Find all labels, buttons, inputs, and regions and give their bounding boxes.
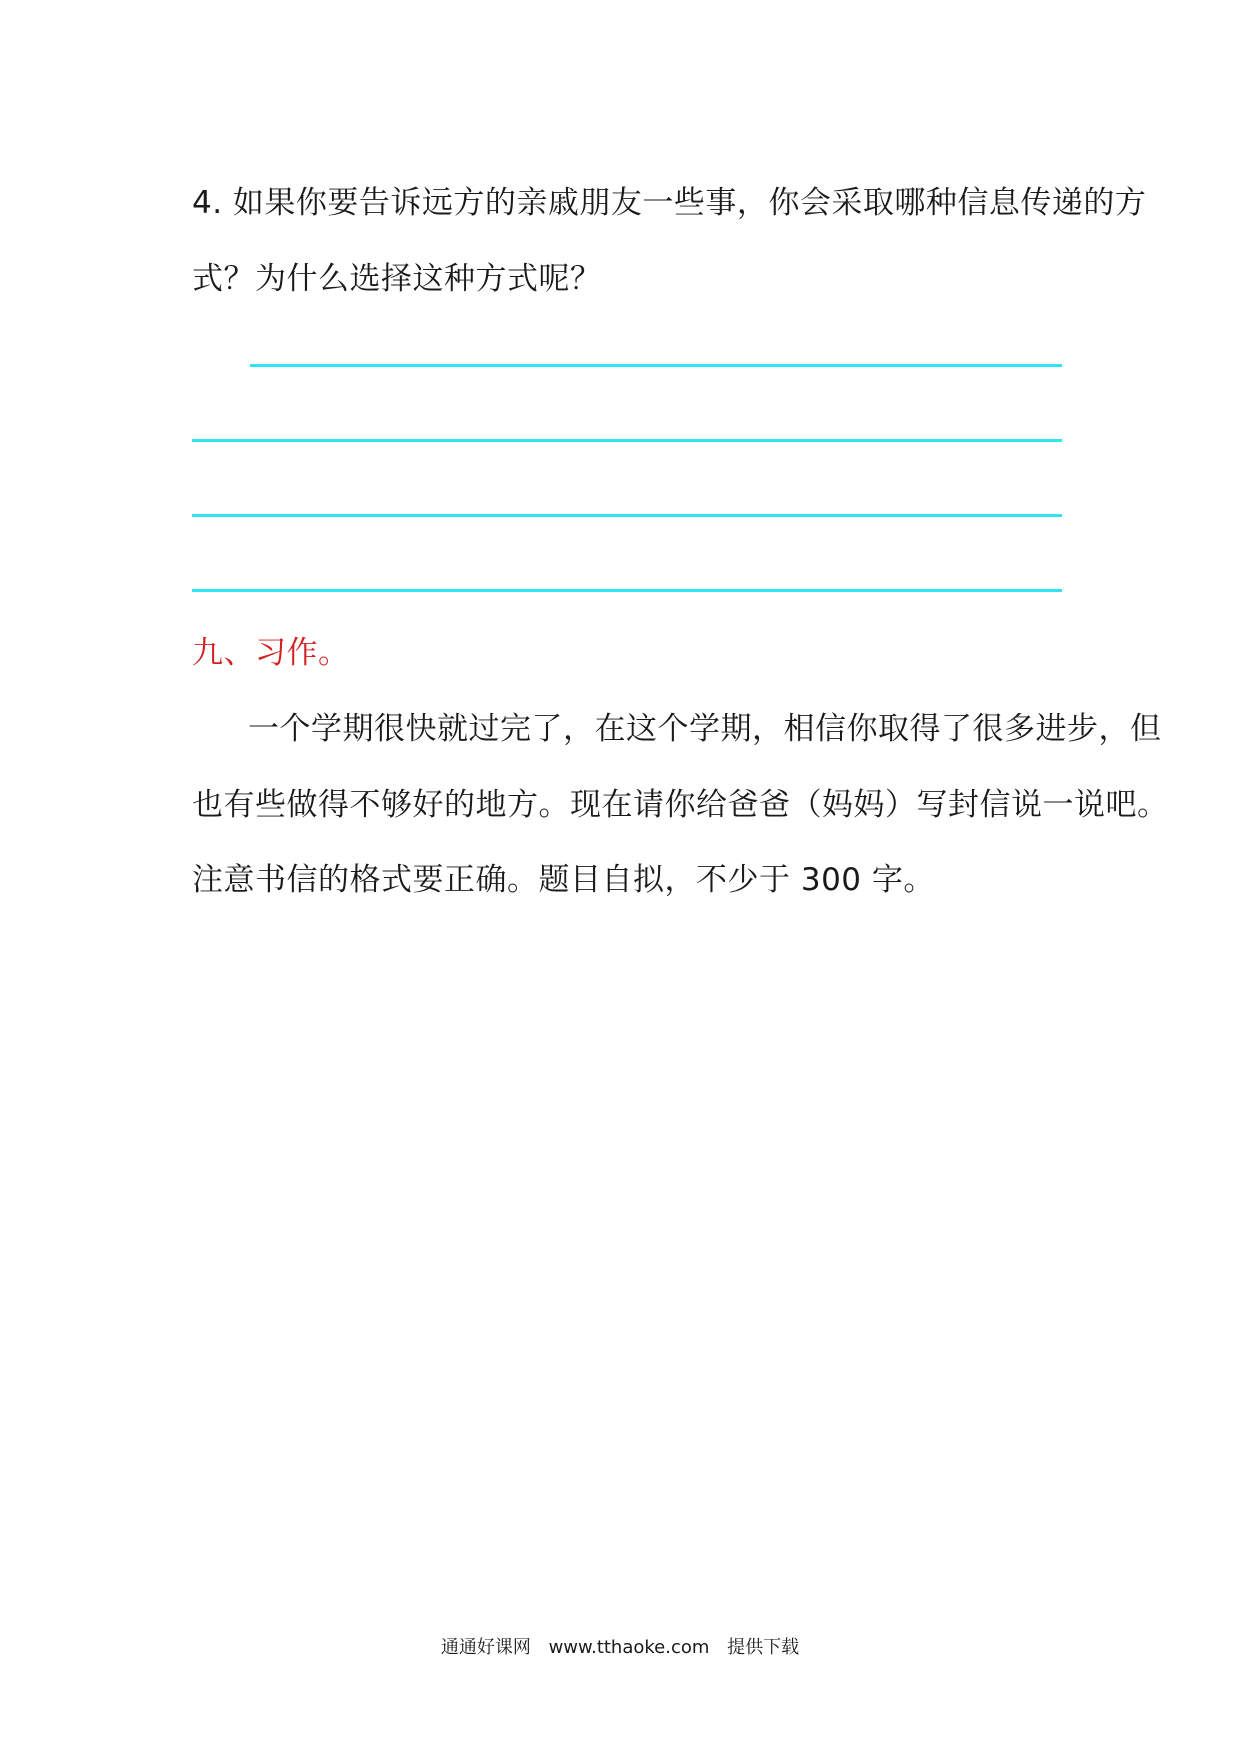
footer-suffix: 提供下载: [727, 1637, 800, 1658]
answer-line-4[interactable]: [192, 589, 1062, 592]
composition-prompt-line-3: 注意书信的格式要正确。题目自拟，不少于 300 字。: [192, 862, 935, 898]
question-4-line-2: 式？为什么选择这种方式呢？: [192, 261, 602, 297]
answer-line-2[interactable]: [192, 439, 1062, 442]
question-4-line-1: 4. 如果你要告诉远方的亲戚朋友一些事，你会采取哪种信息传递的方: [192, 185, 1147, 221]
footer-url-link[interactable]: www.tthaoke.com: [548, 1637, 710, 1658]
composition-prompt-line-1: 一个学期很快就过完了，在这个学期，相信你取得了很多进步，但: [248, 711, 1162, 747]
section-9-heading: 九、习作。: [192, 635, 350, 671]
answer-line-3[interactable]: [192, 514, 1062, 517]
composition-prompt-line-2: 也有些做得不够好的地方。现在请你给爸爸（妈妈）写封信说一说吧。: [192, 787, 1169, 823]
page-footer: [0, 1636, 1240, 1660]
footer-site-name: 通通好课网: [440, 1637, 531, 1658]
answer-line-1[interactable]: [250, 364, 1062, 367]
